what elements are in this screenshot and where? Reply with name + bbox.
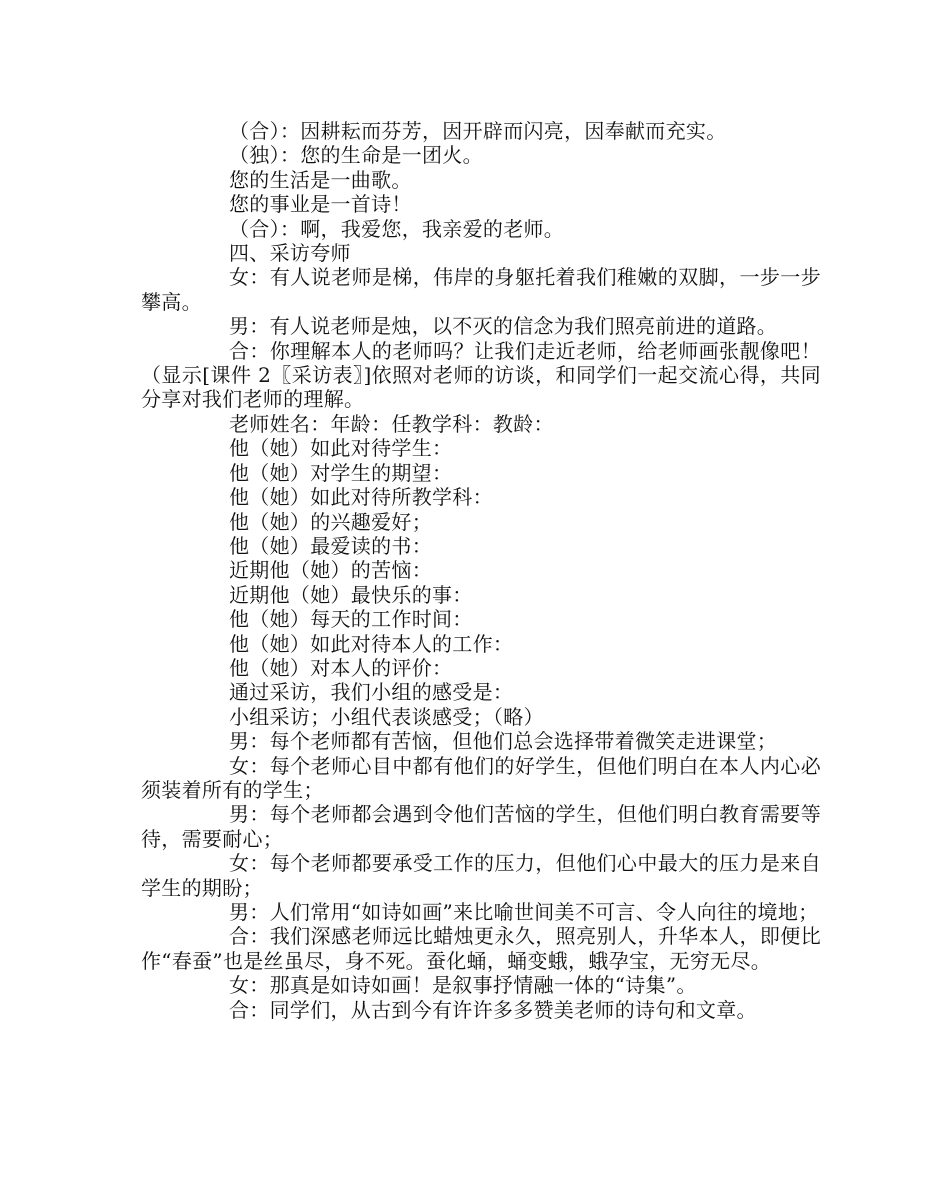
form-line: 他（她）如此对待所教学科： xyxy=(229,485,493,510)
section-heading: 四、采访夸师 xyxy=(229,241,351,266)
form-line: 他（她）如此对待本人的工作： xyxy=(229,631,514,656)
paragraph: 合：你理解本人的老师吗？让我们走近老师，给老师画张靓像吧！（显示[课件 2〖采访表〗]依照对老师的访谈，和同学们一起交流心得，共同分享对我们老师的理解。 xyxy=(141,338,821,412)
paragraph: 男：每个老师都会遇到令他们苦恼的学生，但他们明白教育需要等待，需要耐心； xyxy=(141,802,821,851)
paragraph: 女：每个老师都要承受工作的压力，但他们心中最大的压力是来自学生的期盼； xyxy=(141,851,821,900)
form-line: 他（她）的兴趣爱好； xyxy=(229,509,432,534)
form-line: 他（她）每天的工作时间： xyxy=(229,607,473,632)
paragraph: 您的生活是一曲歌。 xyxy=(229,167,412,192)
form-line: 近期他（她）的苦恼： xyxy=(229,558,432,583)
paragraph: （独）：您的生命是一团火。 xyxy=(229,143,483,168)
paragraph: 小组采访；小组代表谈感受；（略） xyxy=(229,704,544,729)
paragraph: 女：每个老师心目中都有他们的好学生，但他们明白在本人内心必须装着所有的学生； xyxy=(141,753,821,802)
paragraph: 合：我们深感老师远比蜡烛更永久，照亮别人，升华本人，即便比作“春蚕”也是丝虽尽，身不死。蚕化蛹，蛹变蛾，蛾孕宝，无穷无尽。 xyxy=(141,924,821,973)
form-line: 他（她）对本人的评价： xyxy=(229,655,453,680)
paragraph: 男：人们常用“如诗如画”来比喻世间美不可言、令人向往的境地； xyxy=(229,900,819,924)
paragraph: 男：有人说老师是烛，以不灭的信念为我们照亮前进的道路。 xyxy=(229,314,778,339)
paragraph: 男：每个老师都有苦恼，但他们总会选择带着微笑走进课堂； xyxy=(229,729,778,754)
paragraph: 女：那真是如诗如画！是叙事抒情融一体的“诗集”。 xyxy=(229,973,697,998)
form-line: 近期他（她）最快乐的事： xyxy=(229,582,473,607)
document-body xyxy=(141,119,821,1022)
form-line: 老师姓名：年龄：任教学科：教龄： xyxy=(229,411,554,436)
paragraph: 女：有人说老师是梯，伟岸的身躯托着我们稚嫩的双脚，一步一步攀高。 xyxy=(141,265,821,314)
paragraph: （合）：啊，我爱您，我亲爱的老师。 xyxy=(229,216,565,241)
paragraph: 合：同学们，从古到今有许许多多赞美老师的诗句和文章。 xyxy=(229,997,757,1022)
paragraph: 您的事业是一首诗！ xyxy=(229,192,412,217)
form-line: 他（她）对学生的期望： xyxy=(229,460,453,485)
form-line: 他（她）最爱读的书： xyxy=(229,533,432,558)
form-line: 他（她）如此对待学生： xyxy=(229,436,453,461)
paragraph: （合）：因耕耘而芬芳，因开辟而闪亮，因奉献而充实。 xyxy=(229,119,727,143)
form-line: 通过采访，我们小组的感受是： xyxy=(229,680,514,705)
